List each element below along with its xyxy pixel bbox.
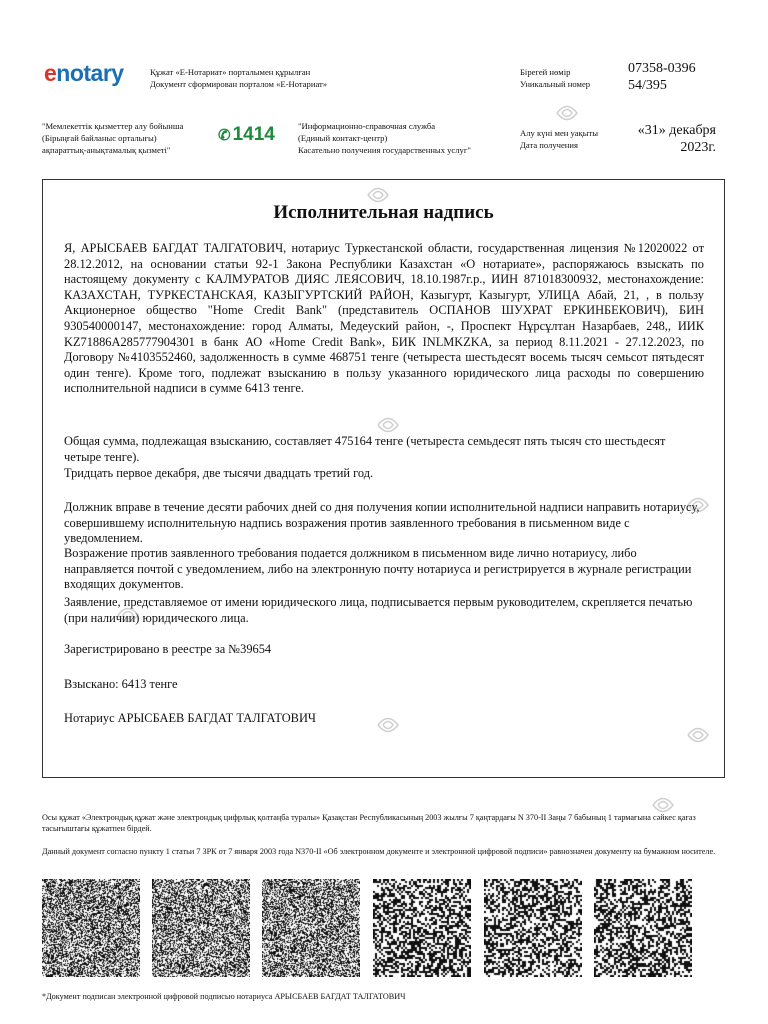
paragraph-main: Я, АРЫСБАЕВ БАГДАТ ТАЛГАТОВИЧ, нотариус Туркестанской области, государственная лицензия №12020022 от 28.12.2012, на основании статьи 92-1 Закона Республики Казахстан «О нотариате», распоряжаюсь взыскать по настоящему документу с КАЛМУРАТОВ ДИЯС ЛЕЯСОВИЧ, 18.10.1987г.р., ИИН 871018300932, местонахождение: КАЗАХСТАН, ТУРКЕСТАНСКАЯ, КАЗЫГУРТСКИЙ РАЙОН, Казыгурт, Казыгурт, УЛИЦА Абай, 21, , в пользу Акционерное общество "Home Credit Bank" (представитель ОСПАНОВ ШУХРАТ ЕРКИНБЕКОВИЧ), БИН 930540000147, местонахождение: город Алматы, Медеуский район, -, Проспект Нұрсұлтан Назарбаев, 248,, ИИК KZ71886A285777904301 в банк АО «Home Credit Bank», БИК INLMKZKA, за период 8.11.2021 - 27.12.2023, по Договору №4103552460, задолженность в сумме 468751 тенге (четыреста шестьдесят восемь тысяч семьсот пятьдесят один тенге). Кроме того, подлежат взысканию в пользу указанного юридического лица расходы по совершению исполнительной надписи в сумме 6413 тенге. xyxy=(64,241,704,396)
ornament-watermark-icon xyxy=(373,710,403,740)
qr-code-3 xyxy=(262,879,360,977)
ornament-watermark-icon xyxy=(683,720,713,750)
paragraph-date-words: Тридцать первое декабря, две тысячи двадцать третий год. xyxy=(64,466,374,480)
qr-code-4 xyxy=(373,879,471,977)
qr-code-1 xyxy=(42,879,140,977)
service-caption-ru: "Информационно-справочная служба (Единый контакт-центр) Касательно получения государственных услуг" xyxy=(298,121,471,155)
qr-code-5 xyxy=(484,879,582,977)
ornament-watermark-icon xyxy=(363,180,393,210)
signature-note: *Документ подписан электронной цифровой подписью нотариуса АРЫСБАЕВ БАГДАТ ТАЛГАТОВИЧ xyxy=(42,992,406,1001)
paragraph-legal-entity: Заявление, представляемое от имени юридического лица, подписывается первым руководителем, скрепляется печатью (при наличии) юридического лица. xyxy=(64,595,693,625)
document-title: Исполнительная надпись xyxy=(273,202,494,223)
ornament-watermark-icon xyxy=(113,600,143,630)
qr-code-strip xyxy=(42,879,727,977)
portal-caption-ru: Документ сформирован порталом «Е-Нотариат» xyxy=(150,79,328,89)
document-body xyxy=(42,179,725,778)
qr-code-2 xyxy=(152,879,250,977)
enotary-logo: enotary xyxy=(44,60,124,86)
registry-line: Зарегистрировано в реестре за №39654 xyxy=(64,642,272,656)
ornament-watermark-icon xyxy=(683,490,713,520)
qr-code-6 xyxy=(594,879,692,977)
paragraph-objection-right: Должник вправе в течение десяти рабочих дней со дня получения копии исполнительной надписи направить нотариусу, совершившему исполнительную надпись возражения против заявленного требования в письменном виде с уведомлением. xyxy=(64,500,700,546)
service-caption-kz: "Мемлекеттік қызметтер алу бойынша (Бірыңғай байланыс орталығы) ақпараттық-анықтамалық қызметі" xyxy=(42,121,184,155)
legal-note-kz: Осы құжат «Электрондық құжат және электрондық цифрлық қолтаңба туралы» Қазақстан Республикасының 2003 жылғы 7 қаңтардағы N 370-II Заңы 7 бабының 1 тармағына сәйкес қағаз тасығыштағы құжатпен бірдей. xyxy=(42,813,696,833)
ornament-watermark-icon xyxy=(552,98,582,128)
paragraph-total: Общая сумма, подлежащая взысканию, составляет 475164 тенге (четыреста семьдесят пять тысяч сто шестьдесят четыре тенге). xyxy=(64,434,666,464)
portal-caption-kz: Құжат «Е-Нотариат» порталымен құрылған xyxy=(150,67,311,77)
contact-phone[interactable]: ✆ 1414 xyxy=(218,124,275,145)
portal-caption xyxy=(150,66,327,90)
paragraph-objection-method: Возражение против заявленного требования подается должником в письменном виде лично нотариусу, либо направляется почтой с уведомлением, либо на электронную почту нотариуса и регистрируется в журнале регистрации входящих документов. xyxy=(64,546,692,592)
notary-line: Нотариус АРЫСБАЕВ БАГДАТ ТАЛГАТОВИЧ xyxy=(64,711,316,725)
legal-note-ru: Данный документ согласно пункту 1 статьи 7 ЗРК от 7 января 2003 года N370-II «Об электронном документе и электронной цифровой подписи» равнозначен документу на бумажном носителе. xyxy=(42,847,716,856)
date-label: Алу күні мен уақыты Дата получения xyxy=(520,128,599,150)
phone-icon: ✆ xyxy=(218,127,231,144)
ornament-watermark-icon xyxy=(373,410,403,440)
unique-number-value: 07358-039654/395 xyxy=(628,61,696,93)
date-value: «31» декабря 2023г. xyxy=(637,123,716,155)
collected-line: Взыскано: 6413 тенге xyxy=(64,677,178,691)
unique-number-label: Бірегей нөмір Уникальный номер xyxy=(520,67,591,89)
